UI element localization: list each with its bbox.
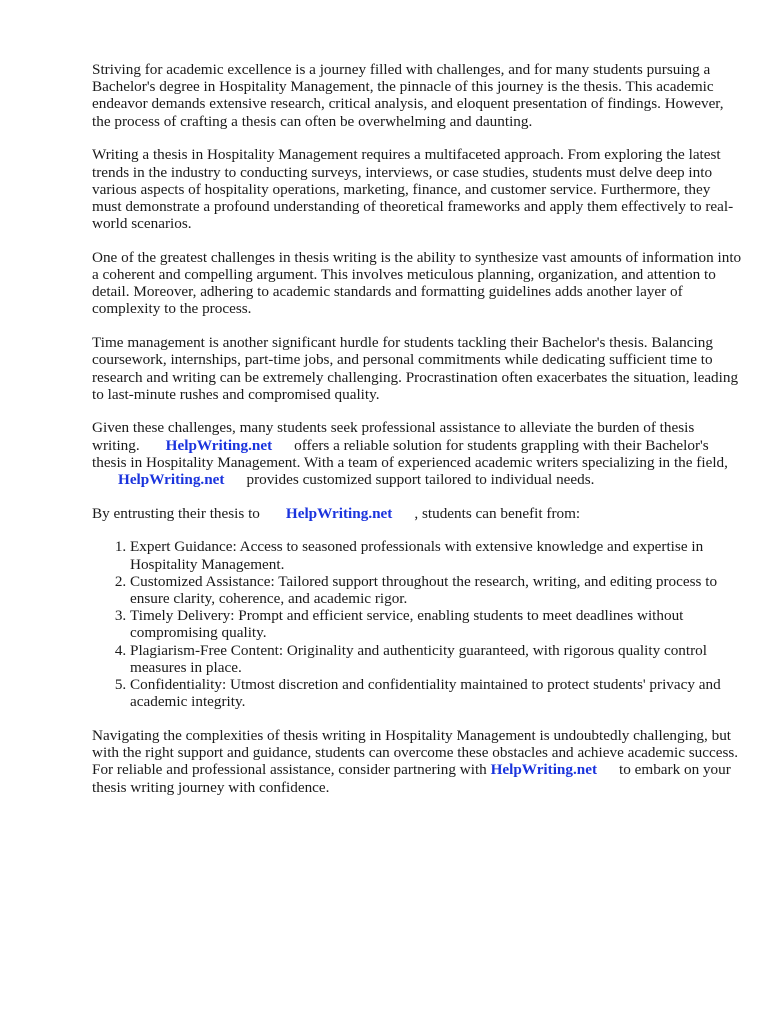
assistance-paragraph [92,419,742,488]
helpwriting-link-3[interactable]: HelpWriting.net [285,504,393,522]
benefits-intro-text-2: , students can benefit from: [414,504,581,522]
benefits-list [92,538,742,710]
list-item: 1. Expert Guidance: Access to seasoned professionals with extensive knowledge and expertise in Hospitality Management. [130,538,742,572]
benefits-intro-text-1: By entrusting their thesis to [92,504,260,522]
helpwriting-link-4[interactable]: HelpWriting.net [490,761,598,779]
document-page [92,61,742,812]
helpwriting-link-1[interactable]: HelpWriting.net [165,436,273,454]
assistance-text-3: provides customized support tailored to individual needs. [246,471,595,489]
helpwriting-link-2[interactable]: HelpWriting.net [118,471,225,489]
list-item: 4. Plagiarism-Free Content: Originality and authenticity guaranteed, with rigorous quality control measures in place. [130,642,742,676]
time-management-paragraph: Time management is another significant hurdle for students tackling their Bachelor's thesis. Balancing coursework, internships, part-time jobs, and personal commitments while dedicating sufficient time to research and writing can be extremely challenging. Procrastination often exacerbates the situation, leading to last-minute rushes and compromised quality. [92,334,739,403]
conclusion-text-1: Navigating the complexities of thesis writing in Hospitality Management is undoubtedly challenging, but with the right support and guidance, students can overcome these obstacles and achieve academic success. For reliable and professional assistance, consider partnering with [92,727,739,779]
challenges-paragraph: One of the greatest challenges in thesis writing is the ability to synthesize vast amounts of information into a coherent and compelling argument. This involves meticulous planning, organization, and attention to detail. Moreover, adhering to academic standards and formatting guidelines adds another layer of complexity to the process. [92,248,742,318]
intro-paragraph: Striving for academic excellence is a journey filled with challenges, and for many students pursuing a Bachelor's degree in Hospitality Management, the pinnacle of this journey is the thesis. This academic endeavor demands extensive research, critical analysis, and eloquent presentation of findings. However, the process of crafting a thesis can often be overwhelming and daunting. [92,61,724,130]
conclusion-text-2: to embark on your thesis writing journey with confidence. [92,761,731,796]
list-item: 5. Confidentiality: Utmost discretion and confidentiality maintained to protect students' privacy and academic integrity. [130,676,742,710]
assistance-text-2: offers a reliable solution for students grappling with their Bachelor's thesis in Hospitality Management. With a team of experienced academic writers specializing in the field, [92,436,728,471]
list-item: 3. Timely Delivery: Prompt and efficient service, enabling students to meet deadlines without compromising quality. [130,607,742,641]
approach-paragraph: Writing a thesis in Hospitality Management requires a multifaceted approach. From exploring the latest trends in the industry to conducting surveys, interviews, or case studies, students must delve deep into various aspects of hospitality operations, marketing, finance, and customer service. Furthermore, they must demonstrate a profound understanding of theoretical frameworks and apply them effectively to real-world scenarios. [92,146,734,233]
conclusion-paragraph [92,727,742,796]
benefits-intro-paragraph [92,505,742,522]
assistance-text-1: Given these challenges, many students seek professional assistance to alleviate the burden of thesis writing. [92,419,695,454]
list-item: 2. Customized Assistance: Tailored support throughout the research, writing, and editing process to ensure clarity, coherence, and academic rigor. [130,573,742,607]
